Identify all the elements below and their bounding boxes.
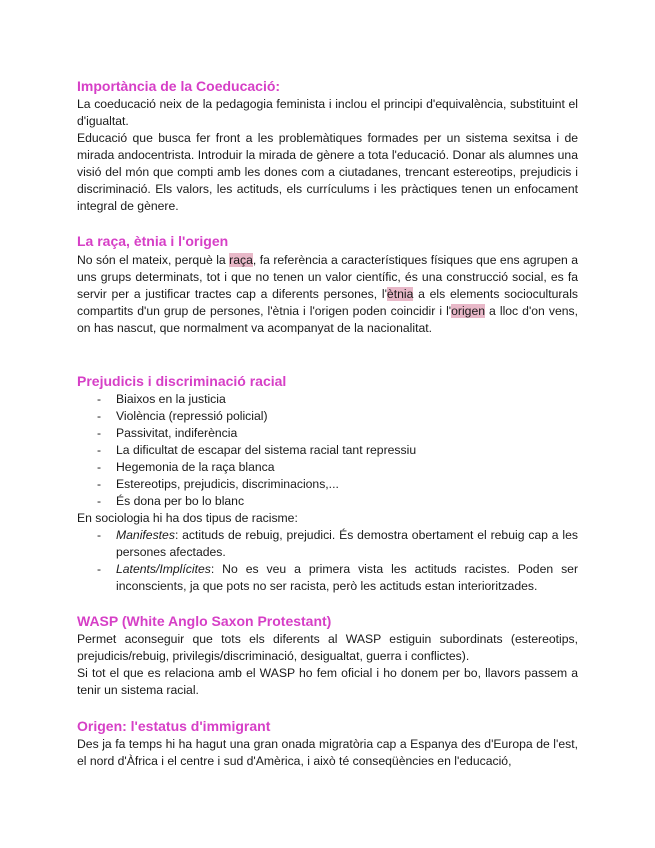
list-item: - Violència (repressió policial) (77, 408, 578, 425)
paragraph-wasp-2: Si tot el que es relaciona amb el WASP ho fem oficial i ho donem per bo, llavors passem a tenir un sistema racial. (77, 666, 578, 697)
paragraph-raca (77, 252, 578, 337)
list-item: - Passivitat, indiferència (77, 425, 578, 442)
raca-text-2: , fa referència a característiques físiques que ens agrupen a uns grups determinats, tot i que no tenen un valor científic, és una construcció social, es fa servir per a justificar tractes cap a diferents persones, l' (77, 253, 578, 301)
raca-text-1: No són el mateix, perquè la (77, 253, 230, 267)
term-manifestes: Manifestes (116, 528, 175, 542)
term-latents-text: : No es veu a primera vista les actituds racistes. Poden ser inconscients, ja que pots no ser racista, però les actituds estan interioritzades. (116, 562, 578, 593)
racism-types-list (77, 527, 578, 595)
racism-types-intro: En sociologia hi ha dos tipus de racisme: (77, 511, 298, 525)
highlight-etnia: ètnia (386, 287, 414, 301)
paragraph-origen: Des ja fa temps hi ha hagut una gran onada migratòria cap a Espanya des d'Europa de l'est, el nord d'Àfrica i el centre i sud d'Amèrica, i això té conseqüències en l'educació, (77, 737, 578, 768)
paragraph-coeducacio-1: La coeducació neix de la pedagogia feminista i inclou el principi d'equivalència, substituint el d'igualtat. (77, 97, 578, 128)
list-item: - És dona per bo lo blanc (77, 493, 578, 510)
paragraph-wasp-1: Permet aconseguir que tots els diferents al WASP estiguin subordinats (estereotips, prejudicis/rebuig, privilegis/discriminació, desigualtat, guerra i conflictes). (77, 632, 578, 663)
paragraph-coeducacio-2: Educació que busca fer front a les problemàtiques formades per un sistema sexitsa i de mirada andocentrista. Introduir la mirada de gènere a tota l'educació. Donar als alumnes una visió del món que compti amb les dones com a ciutadanes, trencant estereotips, prejudicis i discriminació. Els valors, les actituds, els currículums i les pràctiques tenen un enfocament integral de gènere. (77, 131, 578, 213)
heading-raca: La raça, ètnia i l'origen (77, 233, 229, 249)
highlight-raca: raça (229, 253, 253, 267)
term-manifestes-text: : actituds de rebuig, prejudici. És demostra obertament el rebuig cap a les persones afectades. (116, 528, 578, 559)
raca-text-4: a lloc d'on vens, on has nascut, que normalment va acompanyat de la nacionalitat. (77, 304, 578, 335)
list-item: - Estereotips, prejudicis, discriminacions,... (77, 476, 578, 493)
raca-text-3: a els elements socioculturals compartits d'un grup de persones, l'ètnia i l'origen poden coincidir i l' (77, 287, 578, 318)
term-latents: Latents/Implícites (116, 562, 211, 576)
list-item: - Hegemonia de la raça blanca (77, 459, 578, 476)
highlight-origen: origen (451, 304, 486, 318)
prejudicis-list (77, 391, 578, 510)
list-item: - Biaixos en la justicia (77, 391, 578, 408)
heading-wasp: WASP (White Anglo Saxon Protestant) (77, 613, 332, 629)
list-item: - La dificultat de escapar del sistema racial tant repressiu (77, 442, 578, 459)
list-item (77, 561, 578, 595)
heading-coeducacio: Importància de la Coeducació: (77, 78, 281, 94)
list-item (77, 527, 578, 561)
heading-prejudicis: Prejudicis i discriminació racial (77, 373, 287, 389)
heading-origen: Origen: l'estatus d'immigrant (77, 718, 271, 734)
